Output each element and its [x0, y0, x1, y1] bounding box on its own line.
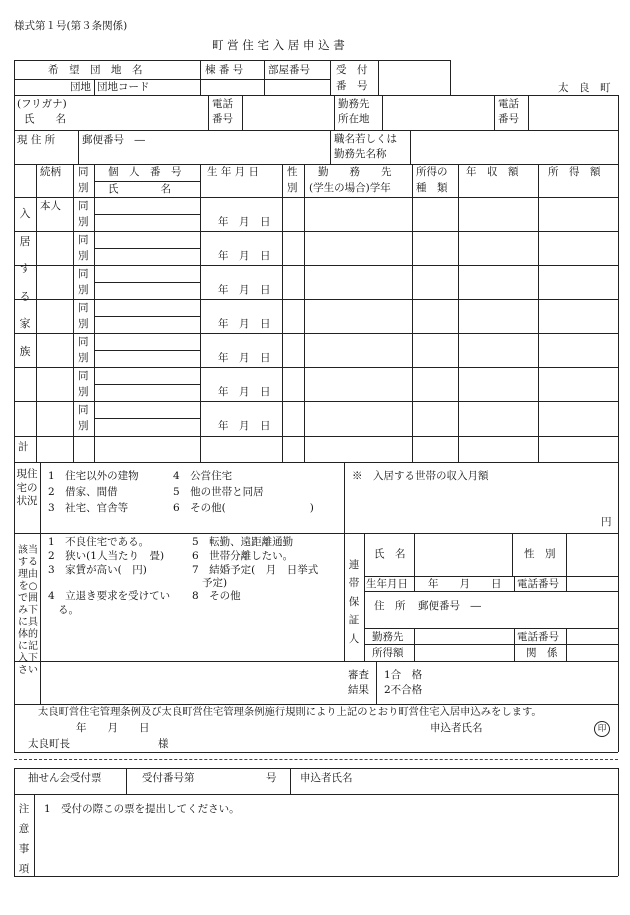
guarantor-birth-ymd: 年 月 日	[428, 578, 502, 590]
housing-opt-3: 3 社宅、官舎等	[48, 502, 129, 514]
housing-label: 現住宅の状況	[16, 468, 38, 508]
reason-6: 6 世帯分離したい。	[192, 550, 294, 562]
receipt-no-label: 受付番号第	[142, 772, 195, 784]
family-side-label: 入居する家族	[19, 207, 31, 358]
birth-ymd: 年 月 日	[218, 386, 271, 398]
same-label: 同	[78, 404, 89, 416]
guarantor-phone2-label: 電話番号	[517, 631, 559, 643]
review-fail: 2不合格	[384, 684, 423, 696]
reason-4-cont: る。	[58, 604, 79, 616]
separate-label: 別	[78, 352, 89, 364]
col-birth: 生 年 月 日	[207, 166, 260, 178]
col-income: 所 得 額	[548, 166, 601, 178]
birth-ymd: 年 月 日	[218, 420, 271, 432]
furigana-label: (フリガナ)	[17, 98, 67, 110]
work-phone-label-2: 番号	[498, 113, 519, 125]
col-work: 勤 務 先	[318, 166, 392, 178]
review-label: 審査	[348, 669, 369, 681]
name-label: 氏 名	[24, 113, 66, 125]
complex-code-label: 団地コード	[97, 81, 150, 93]
reasons-label: 該当する理由を○で囲み下に具体的に記入下さい	[18, 545, 38, 676]
separate-label: 別	[78, 250, 89, 262]
housing-opt-4: 4 公営住宅	[173, 470, 233, 482]
guarantor-name-label: 氏 名	[374, 548, 406, 560]
separate-label: 別	[78, 216, 89, 228]
phone-label: 電話	[212, 98, 233, 110]
postal-code-label: 郵便番号 ―	[82, 134, 145, 146]
review-label-2: 結果	[348, 684, 369, 696]
col-work-2: (学生の場合)学年	[309, 182, 391, 194]
note-1: 1 受付の際この票を提出してください。	[44, 803, 240, 815]
guarantor-phone-label: 電話番号	[517, 578, 559, 590]
col-id: 個 人 番 号	[108, 166, 182, 178]
col-same: 同	[78, 166, 89, 178]
notes-label: 注意事項	[18, 803, 30, 875]
room-no-label: 部屋番号	[268, 64, 310, 76]
job-label-2: 勤務先名称	[334, 148, 387, 160]
workplace-label: 勤務先	[338, 98, 370, 110]
birth-ymd: 年 月 日	[218, 216, 271, 228]
reason-2: 2 狭い(1人当たり 畳)	[48, 550, 165, 562]
col-sex: 性	[287, 166, 298, 178]
separate-label: 別	[78, 318, 89, 330]
birth-ymd: 年 月 日	[218, 250, 271, 262]
declaration-text: 太良町営住宅管理条例及び太良町営住宅管理条例施行規則により上記のとおり町営住宅入居申込みをします。	[38, 706, 542, 718]
reason-5: 5 転勤、遠距離通勤	[192, 536, 294, 548]
desired-complex-label: 希 望 団 地 名	[48, 64, 143, 76]
reason-4: 4 立退き要求を受けてい	[48, 590, 171, 602]
same-label: 同	[78, 268, 89, 280]
income-note: ※ 入居する世帯の収入月額	[352, 470, 489, 482]
reason-8: 8 その他	[192, 590, 241, 602]
col-income-type-2: 種 類	[416, 182, 448, 194]
separate-label: 別	[78, 420, 89, 432]
workplace-label-2: 所在地	[338, 113, 370, 125]
lottery-label: 抽せん会受付票	[28, 772, 102, 784]
complex-label: 団地	[70, 81, 91, 93]
relation-self: 本人	[40, 200, 61, 212]
guarantor-postal-label: 郵便番号 ―	[418, 600, 481, 612]
guarantor-birth-label: 生年月日	[366, 578, 408, 590]
col-annual-income: 年 収 額	[466, 166, 519, 178]
review-pass: 1合 格	[384, 669, 423, 681]
col-separate: 別	[78, 182, 89, 194]
guarantor-workplace-label: 勤務先	[372, 631, 404, 643]
housing-opt-6: 6 その他( )	[173, 502, 314, 514]
guarantor-relation-label: 関 係	[526, 647, 558, 659]
reason-7-cont: 予定)	[202, 577, 228, 589]
same-label: 同	[78, 200, 89, 212]
guarantor-label: 連帯保証人	[348, 559, 360, 645]
seal-mark: 印	[594, 721, 610, 737]
sama-label: 様	[158, 738, 169, 750]
applicant-name-label: 申込者氏名	[430, 722, 483, 734]
housing-opt-1: 1 住宅以外の建物	[48, 470, 139, 482]
birth-ymd: 年 月 日	[218, 284, 271, 296]
housing-opt-5: 5 他の世帯と同居	[173, 486, 264, 498]
declaration-date: 年 月 日	[76, 722, 150, 734]
guarantor-sex-label: 性 別	[524, 548, 556, 560]
yen-label: 円	[601, 516, 612, 528]
same-label: 同	[78, 336, 89, 348]
col-sex-2: 別	[287, 182, 298, 194]
receipt-no-suffix: 号	[266, 772, 277, 784]
reason-1: 1 不良住宅である。	[48, 536, 150, 548]
address-label: 現 住 所	[17, 134, 56, 146]
birth-ymd: 年 月 日	[218, 352, 271, 364]
separate-label: 別	[78, 386, 89, 398]
col-income-type: 所得の	[416, 166, 448, 178]
phone-label-2: 番号	[212, 113, 233, 125]
guarantor-income-label: 所得額	[372, 647, 404, 659]
same-label: 同	[78, 234, 89, 246]
town-label: 太 良 町	[558, 82, 611, 94]
work-phone-label: 電話	[498, 98, 519, 110]
cut-line	[14, 759, 618, 760]
same-label: 同	[78, 370, 89, 382]
housing-opt-2: 2 借家、間借	[48, 486, 118, 498]
guarantor-address-label: 住 所	[374, 600, 406, 612]
job-label: 職名若しくは	[334, 133, 397, 145]
birth-ymd: 年 月 日	[218, 318, 271, 330]
page-title: 町 営 住 宅 入 居 申 込 書	[212, 38, 345, 52]
receipt-label-2: 番 号	[336, 80, 368, 92]
col-name: 氏 名	[108, 183, 171, 195]
separate-label: 別	[78, 284, 89, 296]
same-label: 同	[78, 302, 89, 314]
building-no-label: 棟 番 号	[205, 64, 244, 76]
reason-3: 3 家賃が高い( 円)	[48, 564, 147, 576]
mayor-label: 太良町長	[28, 738, 70, 750]
reason-7: 7 結婚予定( 月 日挙式	[192, 564, 319, 576]
total-label: 計	[18, 441, 29, 453]
ticket-applicant-label: 申込者氏名	[300, 772, 353, 784]
form-number: 様式第１号(第３条関係)	[14, 20, 128, 32]
receipt-label: 受 付	[336, 64, 368, 76]
col-relation: 続柄	[40, 166, 61, 178]
